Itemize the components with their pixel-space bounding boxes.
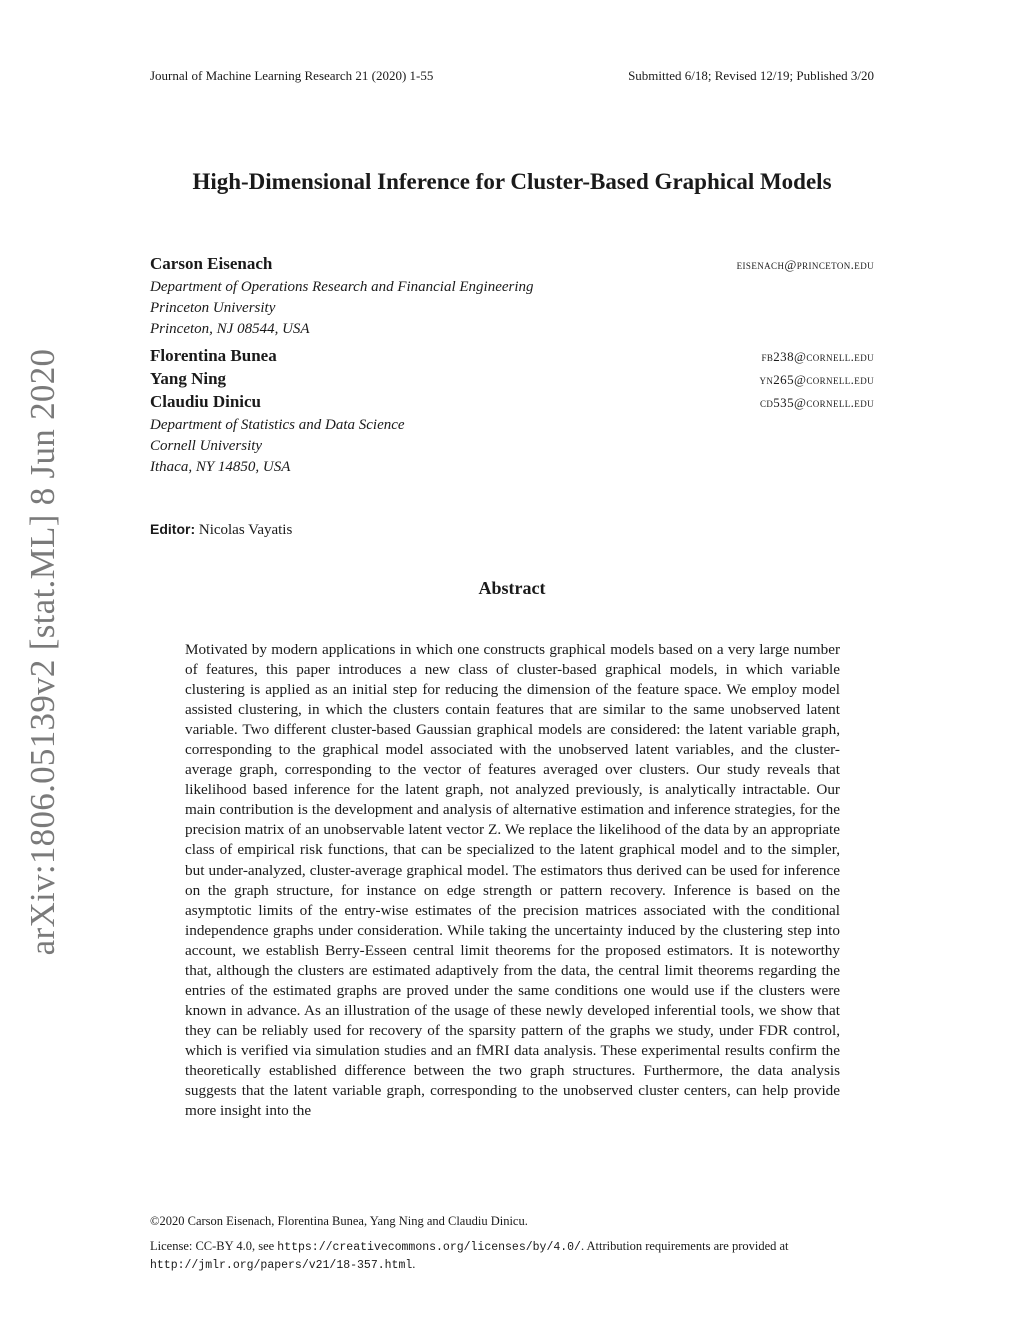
author-row <box>150 369 874 392</box>
editor-label: Editor: <box>150 521 196 537</box>
license-link[interactable]: https://creativecommons.org/licenses/by/4.0/ <box>277 1241 581 1254</box>
submission-dates: Submitted 6/18; Revised 12/19; Published 3/20 <box>628 68 874 83</box>
editor-name: Nicolas Vayatis <box>198 522 293 538</box>
author-row <box>150 392 874 415</box>
author-email[interactable]: cd535@cornell.edu <box>759 395 874 410</box>
license-prefix: License: CC-BY 4.0, see <box>150 1239 278 1253</box>
author-name: Yang Ning <box>150 369 227 388</box>
author-name: Florentina Bunea <box>150 346 277 365</box>
author-row <box>150 346 874 369</box>
author-email[interactable]: fb238@cornell.edu <box>761 349 874 364</box>
author-name: Carson Eisenach <box>150 254 273 273</box>
abstract-body: Motivated by modern applications in which one constructs graphical models based on a very large number of features, this paper introduces a new class of cluster-based graphical models, in which variable clustering is applied as an initial step for reducing the dimension of the feature space. We employ model assisted clustering, in which the clusters contain features that are similar to the same unobserved latent variable. Two different cluster-based Gaussian graphical models are considered: the latent variable graph, corresponding to the graphical model associated with the unobserved latent variables, and the cluster-average graph, corresponding to the vector of features averaged over clusters. Our study reveals that likelihood based inference for the latent graph, not analyzed previously, is analytically intractable. Our main contribution is the development and analysis of alternative estimation and inference strategies, for the precision matrix of an unobservable latent vector Z. We replace the likelihood of the data by an appropriate class of empirical risk functions, that can be specialized to the latent graphical model and to the simpler, but under-analyzed, cluster-average graphical model. The estimators thus derived can be used for inference on the graph structure, for instance on edge strength or pattern recovery. Inference is based on the asymptotic limits of the entry-wise estimates of the precision matrices associated with the conditional independence graphs under consideration. While taking the uncertainty induced by the clustering step into account, we establish Berry-Esseen central limit theorems for the proposed estimators. It is noteworthy that, although the clusters are estimated adaptively from the data, the central limit theorems regarding the entries of the estimated graphs are proved under the same conditions one would use if the clusters were known in advance. As an illustration of the usage of these newly developed inferential tools, we show that they can be reliably used for recovery of the sparsity pattern of the graphs we study, under FDR control, which is verified via simulation studies and an fMRI data analysis. These experimental results confirm the theoretically established difference between the two graph structures. Furthermore, the data analysis suggests that the latent variable graph, corresponding to the unobserved cluster centers, can help provide more insight into the <box>185 641 840 1120</box>
author-block-cornell <box>150 346 874 478</box>
license-suffix: . <box>412 1257 416 1271</box>
attribution-link[interactable]: http://jmlr.org/papers/v21/18-357.html <box>150 1259 413 1272</box>
arxiv-identifier-stamp: arXiv:1806.05139v2 [stat.ML] 8 Jun 2020 <box>23 348 62 956</box>
journal-header: Journal of Machine Learning Research 21 (2020) 1-55 <box>150 68 434 83</box>
copyright-notice: ©2020 Carson Eisenach, Florentina Bunea, Yang Ning and Claudiu Dinicu. <box>150 1214 528 1228</box>
author-block-princeton <box>150 254 874 340</box>
license-mid: . Attribution requirements are provided at <box>580 1239 789 1253</box>
affiliation-line: Princeton, NJ 08544, USA <box>150 321 310 337</box>
author-name: Claudiu Dinicu <box>150 392 262 411</box>
license-notice <box>150 1238 880 1274</box>
paper-title: High-Dimensional Inference for Cluster-Based Graphical Models <box>192 169 832 194</box>
affiliation-line: Department of Statistics and Data Science <box>150 417 405 433</box>
affiliation-line: Princeton University <box>150 300 276 316</box>
author-row <box>150 254 874 277</box>
affiliation-line: Ithaca, NY 14850, USA <box>150 459 291 475</box>
author-email[interactable]: eisenach@princeton.edu <box>736 257 874 272</box>
affiliation-line: Cornell University <box>150 438 263 454</box>
editor-line <box>150 521 292 539</box>
affiliation-line: Department of Operations Research and Financial Engineering <box>150 279 534 295</box>
abstract-heading: Abstract <box>478 578 546 598</box>
author-email[interactable]: yn265@cornell.edu <box>759 372 874 387</box>
